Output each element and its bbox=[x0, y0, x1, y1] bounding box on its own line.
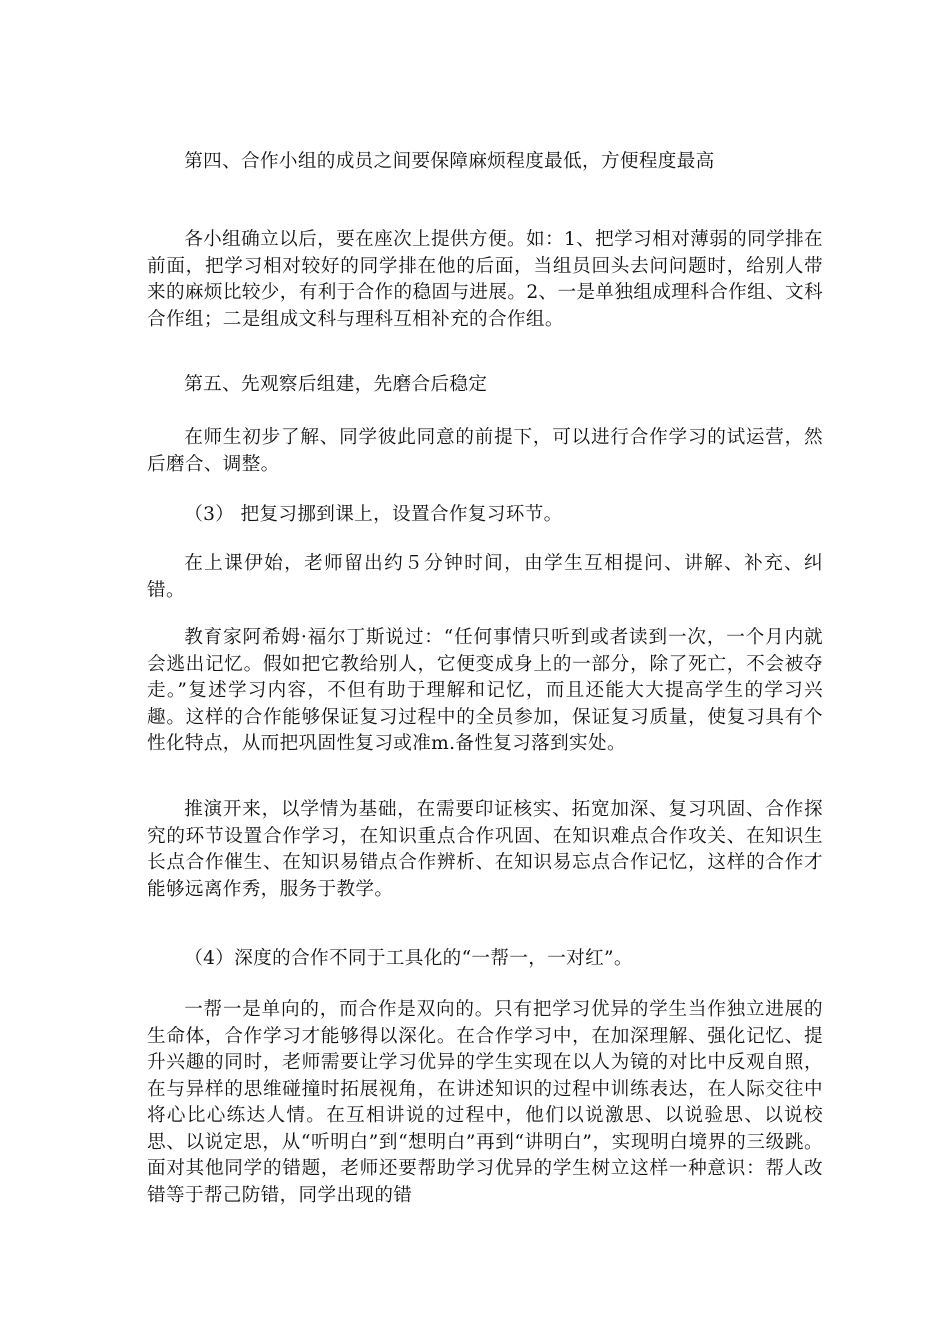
body-paragraph: 在上课伊始，老师留出约５分钟时间，由学生互相提问、讲解、补充、纠错。 bbox=[147, 553, 823, 601]
section-heading-four: 第四、合作小组的成员之间要保障麻烦程度最低，方便程度最高 bbox=[184, 151, 715, 172]
subsection-heading-3: （3） 把复习挪到课上，设置合作复习环节。 bbox=[184, 504, 563, 525]
body-paragraph: 各小组确立以后，要在座次上提供方便。如：1、把学习相对薄弱的同学排在前面，把学习相对较好的同学排在他的后面，当组员回头去问问题时，给别人带来的麻烦比较少，有利于合作的稳固与进展。2、一是单独组成理科合作组、文科合作组；二是组成文科与理科互相补充的合作组。 bbox=[147, 229, 823, 330]
body-paragraph: 推演开来，以学情为基础，在需要印证核实、拓宽加深、复习巩固、合作探究的环节设置合作学习，在知识重点合作巩固、在知识难点合作攻关、在知识生长点合作催生、在知识易错点合作辨析、在知识易忘点合作记忆，这样的合作才能够远离作秀，服务于教学。 bbox=[147, 799, 823, 900]
section-heading-five: 第五、先观察后组建，先磨合后稳定 bbox=[184, 374, 488, 395]
subsection-heading-4: （4）深度的合作不同于工具化的“一帮一，一对红”。 bbox=[184, 948, 633, 969]
body-paragraph: 在师生初步了解、同学彼此同意的前提下，可以进行合作学习的试运营，然后磨合、调整。 bbox=[147, 427, 823, 475]
body-paragraph: 一帮一是单向的，而合作是双向的。只有把学习优异的学生当作独立进展的生命体，合作学习才能够得以深化。在合作学习中，在加深理解、强化记忆、提升兴趣的同时，老师需要让学习优异的学生实现在以人为镜的对比中反观自照，在与异样的思维碰撞时拓展视角，在讲述知识的过程中训练表达，在人际交往中将心比心练达人情。在互相讲说的过程中，他们以说激思、以说验思、以说校思、以说定思，从“听明白”到“想明白”再到“讲明白”，实现明白境界的三级跳。面对其他同学的错题，老师还要帮助学习优异的学生树立这样一种意识：帮人改错等于帮己防错，同学出现的错 bbox=[147, 999, 823, 1206]
body-paragraph: 教育家阿希姆·福尔丁斯说过：“任何事情只听到或者读到一次，一个月内就会逃出记忆。假如把它教给别人，它便变成身上的一部分，除了死亡，不会被夺走。”复述学习内容，不但有助于理解和记忆，而且还能大大提高学生的学习兴趣。这样的合作能够保证复习过程中的全员参加，保证复习质量，使复习具有个性化特点，从而把巩固性复习或准m.备性复习落到实处。 bbox=[147, 627, 823, 754]
